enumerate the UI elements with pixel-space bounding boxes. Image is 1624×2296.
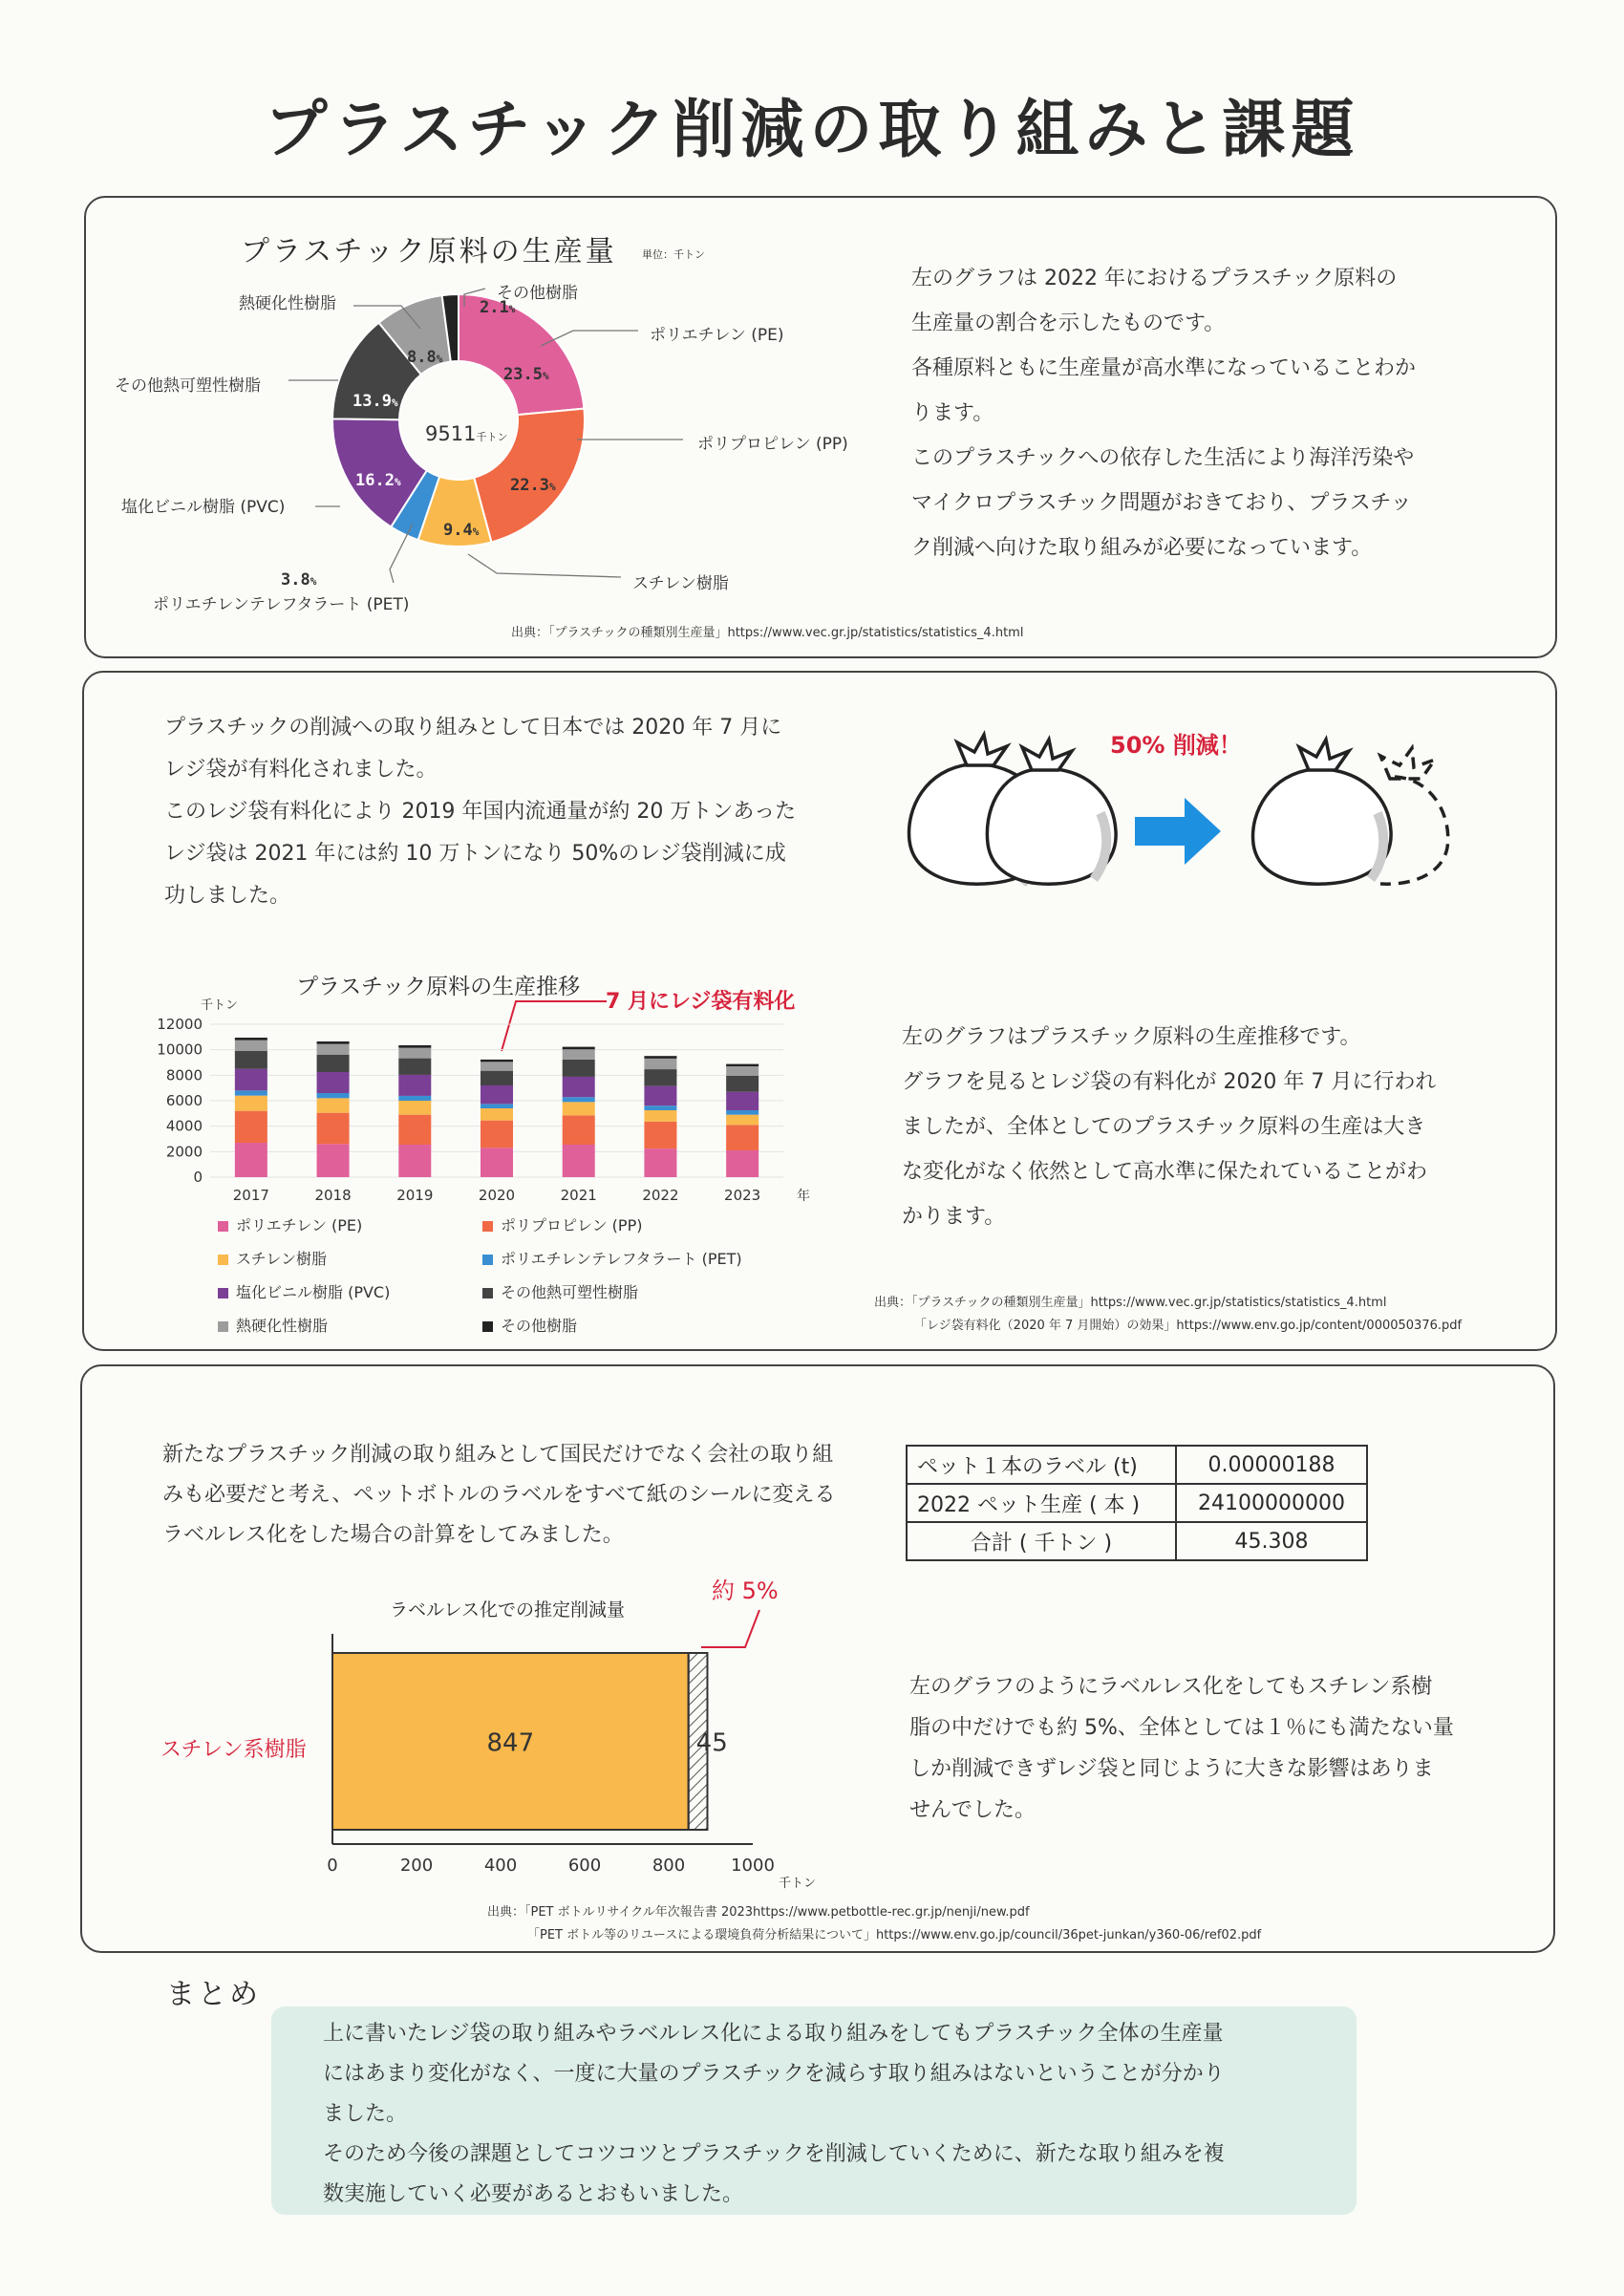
pct-sign-pvc: %: [394, 476, 401, 488]
intro-line: レジ袋は 2021 年には約 10 万トンになり 50%のレジ袋削減に成: [164, 842, 786, 866]
bar-segment-thermoset-2019: [398, 1048, 431, 1059]
x-tick-label: 2019: [396, 1187, 434, 1204]
legend-label-ps: スチレン樹脂: [236, 1250, 327, 1268]
bar-segment-other-2022: [644, 1056, 676, 1059]
intro-line: このレジ袋有料化により 2019 年国内流通量が約 20 万トンあった: [164, 800, 797, 824]
pct-value-pe: 23.5: [503, 365, 543, 384]
summary-line: にはあまり変化がなく、一度に大量のプラスチックを減らす取り組みはないということが分かり: [323, 2062, 1225, 2086]
bar-segment-pet-2017: [235, 1090, 267, 1095]
bar-segment-pvc-2021: [563, 1077, 595, 1097]
bar-segment-ps-2019: [398, 1101, 431, 1115]
legend-label-other-thermo: その他熱可塑性樹脂: [501, 1283, 639, 1301]
bar-segment-pe-2019: [398, 1145, 431, 1177]
y-tick-label: 4000: [165, 1117, 203, 1135]
intro-line: プラスチックの削減への取り組みとして日本では 2020 年 7 月に: [164, 716, 782, 740]
summary-box: [271, 2006, 1357, 2215]
bar-segment-thermoset-2020: [481, 1062, 513, 1070]
bar-segment-thermoset-2021: [563, 1049, 595, 1060]
x-tick-label: 2021: [560, 1187, 597, 1204]
bar-segment-pe-2020: [481, 1148, 513, 1177]
section2-source1: 出典：「プラスチックの種類別生産量」https://www.vec.gr.jp/statistics/statistics_4.html: [874, 1296, 1387, 1310]
bar-segment-other_thermo-2020: [481, 1071, 513, 1085]
pct-sign-other: %: [508, 303, 516, 315]
x-tick-label: 2018: [314, 1187, 352, 1204]
summary-line: 上に書いたレジ袋の取り組みやラベルレス化による取り組みをしてもプラスチック全体の生産量: [323, 2022, 1224, 2046]
section3-source1: 出典：「PET ボトルリサイクル年次報告書 2023https://www.petbottle-rec.gr.jp/nenji/new.pdf: [487, 1905, 1030, 1920]
section3-source2: 「PET ボトル等のリユースによる環境負荷分析結果について」https://www.env.go.jp/council/36pet-junkan/y360-06/ref02.pdf: [527, 1928, 1262, 1942]
pct-sign-thermoset: %: [436, 353, 443, 365]
labelless-bar-chart: [315, 1624, 793, 1892]
summary-line: ました。: [323, 2102, 408, 2126]
bar-segment-ps-2022: [644, 1110, 676, 1122]
bar-segment-pet-2020: [481, 1104, 513, 1108]
removed-bag-outline-icon: [1380, 748, 1448, 884]
bar-segment-pp-2017: [235, 1111, 267, 1143]
pie-center-number: 9511: [425, 422, 477, 445]
bar-segment-thermoset-2023: [726, 1066, 759, 1076]
bar-segment-pp-2019: [398, 1115, 431, 1145]
y-tick-label: 6000: [165, 1092, 203, 1109]
section3-intro: [162, 1435, 888, 1556]
label-pet: ポリエチレンテレフタラート (PET): [153, 595, 410, 614]
legend-item-ps: [218, 1247, 327, 1269]
bar-segment-ps-2017: [235, 1096, 267, 1111]
label-other-thermo: その他熱可塑性樹脂: [115, 376, 261, 396]
x-tick-label: 2020: [478, 1187, 516, 1204]
legend-label-pet: ポリエチレンテレフタラート (PET): [501, 1250, 742, 1268]
summary-heading: まとめ: [166, 1978, 261, 2011]
bar-segment-other-2023: [726, 1064, 759, 1066]
bar-segment-pet-2022: [644, 1105, 676, 1110]
desc-line: 左のグラフは 2022 年におけるプラスチック原料の: [911, 267, 1398, 290]
y-tick-label: 2000: [165, 1143, 203, 1161]
table-row: [907, 1522, 1367, 1560]
table-cell: 24100000000: [1176, 1484, 1367, 1522]
summary-line: そのため今後の課題としてコツコツとプラスチックを削減していくために、新たな取り組みを複: [323, 2142, 1225, 2166]
bar-segment-other_thermo-2018: [317, 1055, 350, 1072]
pct-label-pp: [510, 476, 556, 495]
bar-segment-pp-2022: [644, 1122, 676, 1148]
bar-segment-ps-2023: [726, 1115, 759, 1126]
pct-label-pet: [281, 570, 316, 590]
x-tick-label: 1000: [731, 1856, 775, 1876]
legend-swatch-other: [482, 1321, 493, 1332]
label-thermoset: 熱硬化性樹脂: [239, 294, 336, 313]
bar-segment-thermoset-2017: [235, 1041, 267, 1051]
table-cell: 0.00000188: [1176, 1446, 1367, 1484]
bar-segment-pe-2017: [235, 1143, 267, 1177]
pct-label-pvc: [355, 471, 401, 490]
x-tick-label: 400: [483, 1856, 518, 1876]
pie-chart-title: プラスチック原料の生産量: [241, 235, 617, 268]
pie-slice-pe: [459, 294, 584, 415]
legend-item-other-thermo: [482, 1280, 638, 1302]
bar-segment-other-2019: [398, 1045, 431, 1048]
section1-description: [911, 256, 1504, 570]
pct-sign-ps: %: [472, 526, 480, 538]
bar-segment-pe-2018: [317, 1144, 350, 1177]
desc-line: グラフを見るとレジ袋の有料化が 2020 年 7 月に行われ: [902, 1070, 1437, 1094]
section2-description: [902, 1015, 1504, 1239]
pct-value-thermoset: 8.8: [407, 348, 437, 367]
label-pe: ポリエチレン (PE): [650, 326, 784, 345]
pie-center-value: [425, 422, 507, 445]
legend-item-other: [482, 1314, 577, 1336]
pct-label-thermoset: [407, 348, 442, 367]
bar-chart-annotation: 7 月にレジ袋有料化: [606, 990, 796, 1014]
pct-value-other: 2.1: [480, 298, 509, 317]
pct-value-ps: 9.4: [443, 521, 473, 540]
label-pvc: 塩化ビニル樹脂 (PVC): [121, 498, 286, 517]
bag-icon: [1253, 740, 1392, 884]
y-tick-label: 10000: [157, 1041, 203, 1059]
legend-item-pe: [218, 1213, 362, 1235]
bar-segment-other_thermo-2019: [398, 1059, 431, 1075]
bar-segment-other_thermo-2023: [726, 1076, 759, 1092]
bar-segment-pvc-2023: [726, 1092, 759, 1110]
pie-unit: 単位：千トン: [642, 248, 705, 261]
table-row: [907, 1446, 1367, 1484]
bar-segment-thermoset-2022: [644, 1059, 676, 1069]
table-cell: 2022 ペット生産 ( 本 ): [907, 1484, 1176, 1522]
intro-line: レジ袋が有料化されました。: [164, 758, 438, 782]
pct-sign-other-thermo: %: [391, 397, 398, 409]
section3-description: [909, 1666, 1521, 1831]
legend-label-thermoset: 熱硬化性樹脂: [236, 1317, 329, 1335]
intro-line: 新たなプラスチック削減の取り組みとして国民だけでなく会社の取り組: [162, 1443, 834, 1467]
hbar-chart-title: ラベルレス化での推定削減量: [390, 1599, 625, 1620]
bar-segment-other-2017: [235, 1038, 267, 1041]
legend-label-pvc: 塩化ビニル樹脂 (PVC): [236, 1283, 391, 1301]
pct-value-other-thermo: 13.9: [353, 392, 392, 411]
table-cell: ペット１本のラベル (t): [907, 1446, 1176, 1484]
legend-swatch-ps: [218, 1255, 228, 1265]
pct-value-pet: 3.8: [281, 570, 310, 590]
x-tick-label: 600: [567, 1856, 602, 1876]
table-row: [907, 1484, 1367, 1522]
x-tick-label: 0: [327, 1856, 338, 1876]
desc-line: しか削減できずレジ袋と同じように大きな影響はありま: [909, 1757, 1434, 1781]
bar-segment-pet-2023: [726, 1110, 759, 1115]
bar-label-remaining: 847: [486, 1728, 535, 1758]
bar-segment-pvc-2018: [317, 1072, 350, 1093]
table-cell: 45.308: [1176, 1522, 1367, 1560]
legend-label-other: その他樹脂: [501, 1317, 578, 1335]
bar-segment-pe-2023: [726, 1150, 759, 1177]
pct-sign-pp: %: [548, 481, 556, 493]
desc-line: かります。: [902, 1205, 1006, 1229]
x-tick-label: 200: [399, 1856, 434, 1876]
legend-swatch-pvc: [218, 1288, 228, 1298]
legend-swatch-pe: [218, 1221, 228, 1232]
desc-line: ましたが、全体としてのプラスチック原料の生産は大き: [902, 1115, 1426, 1139]
pct-label-ps: [443, 521, 479, 540]
hbar-x-unit: 千トン: [779, 1877, 817, 1891]
desc-line: 左のグラフのようにラベルレス化をしてもスチレン系樹: [909, 1675, 1433, 1699]
x-tick-label: 800: [652, 1856, 686, 1876]
label-other: その他樹脂: [497, 284, 578, 303]
hbar-category-label: スチレン系樹脂: [160, 1738, 307, 1762]
bar-segment-pp-2023: [726, 1125, 759, 1150]
legend-item-pet: [482, 1247, 742, 1269]
label-ps: スチレン樹脂: [632, 574, 729, 593]
bar-segment-pp-2020: [481, 1121, 513, 1148]
desc-line: 脂の中だけでも約 5%、全体としては１％にも満たない量: [909, 1716, 1454, 1740]
page-title: プラスチック削減の取り組みと課題: [264, 93, 1360, 166]
desc-line: 各種原料ともに生産量が高水準になっていることわか: [911, 356, 1417, 380]
desc-line: 生産量の割合を示したものです。: [911, 311, 1226, 335]
bar-segment-pvc-2019: [398, 1075, 431, 1096]
legend-swatch-pp: [482, 1221, 493, 1232]
section1-source: 出典：「プラスチックの種類別生産量」https://www.vec.gr.jp/statistics/statistics_4.html: [511, 626, 1024, 640]
pct-label-other-thermo: [353, 392, 398, 411]
desc-line: せんでした。: [909, 1798, 1036, 1822]
x-tick-label: 2023: [724, 1187, 761, 1204]
desc-line: な変化がなく依然として高水準に保たれていることがわ: [902, 1160, 1428, 1184]
pct-label-pe: [503, 365, 549, 384]
arrow-right-icon: [1135, 798, 1221, 865]
bar-chart-title: プラスチック原料の生産推移: [296, 975, 581, 999]
bar-segment-other_thermo-2022: [644, 1069, 676, 1086]
pct-value-pp: 22.3: [510, 476, 549, 495]
desc-line: このプラスチックへの依存した生活により海洋汚染や: [911, 446, 1415, 470]
bar-segment-pe-2021: [563, 1145, 595, 1177]
legend-item-pvc: [218, 1280, 390, 1302]
calculation-table: [906, 1445, 1368, 1561]
table-cell: 合計 ( 千トン ): [907, 1522, 1176, 1560]
bar-y-unit: 千トン: [201, 998, 239, 1013]
bag-icon: [987, 740, 1116, 884]
legend-swatch-thermoset: [218, 1321, 228, 1332]
bar-segment-thermoset-2018: [317, 1044, 350, 1055]
bar-segment-pvc-2017: [235, 1069, 267, 1091]
x-tick-label: 2017: [232, 1187, 269, 1204]
y-tick-label: 0: [193, 1169, 203, 1186]
legend-label-pe: ポリエチレン (PE): [236, 1216, 363, 1234]
reduction-label: 50% 削減！: [1110, 732, 1242, 759]
legend-item-pp: [482, 1213, 642, 1235]
x-tick-label: 2022: [642, 1187, 679, 1204]
bar-segment-pvc-2020: [481, 1085, 513, 1104]
pct-sign-pet: %: [310, 575, 317, 588]
bar-segment-ps-2020: [481, 1108, 513, 1121]
bar-segment-other-2018: [317, 1041, 350, 1044]
bar-segment-pet-2019: [398, 1096, 431, 1101]
desc-line: 左のグラフはプラスチック原料の生産推移です。: [902, 1025, 1361, 1049]
bar-segment-ps-2018: [317, 1098, 350, 1112]
pie-chart: [325, 287, 592, 554]
bar-segment-pet-2021: [563, 1097, 595, 1102]
bar-segment-ps-2021: [563, 1102, 595, 1115]
bar-segment-pet-2018: [317, 1093, 350, 1098]
pct-sign-pe: %: [542, 370, 549, 382]
desc-line: ります。: [911, 401, 994, 425]
bar-segment-other-2020: [481, 1060, 513, 1062]
y-tick-label: 8000: [165, 1066, 203, 1084]
bar-segment-pe-2022: [644, 1148, 676, 1177]
label-pp: ポリプロピレン (PP): [697, 435, 848, 454]
bar-segment-pp-2021: [563, 1115, 595, 1145]
pie-center-unit: 千トン: [476, 431, 508, 443]
bar-label-reduction: 45: [695, 1728, 728, 1758]
bar-segment-pvc-2022: [644, 1086, 676, 1106]
hbar-annotation: 約 5%: [712, 1577, 779, 1604]
stacked-bar-chart: [153, 1013, 810, 1213]
x-unit-label: 年: [797, 1189, 810, 1204]
y-tick-label: 12000: [157, 1016, 203, 1033]
intro-line: ラベルレス化をした場合の計算をしてみました。: [162, 1523, 624, 1547]
summary-line: 数実施していく必要があるとおもいました。: [323, 2182, 744, 2206]
section2-source2: 「レジ袋有料化（2020 年 7 月開始）の効果」https://www.env.go.jp/content/000050376.pdf: [914, 1319, 1463, 1333]
bar-segment-other_thermo-2021: [563, 1060, 595, 1077]
pct-value-pvc: 16.2: [355, 471, 395, 490]
legend-label-pp: ポリプロピレン (PP): [501, 1216, 643, 1234]
section2-intro: [164, 707, 871, 917]
bar-segment-other-2021: [563, 1047, 595, 1050]
intro-line: みも必要だと考え、ペットボトルのラベルをすべて紙のシールに変える: [162, 1483, 836, 1507]
legend-swatch-other-thermo: [482, 1288, 493, 1298]
desc-line: マイクロプラスチック問題がおきており、プラスチッ: [911, 491, 1412, 515]
bar-segment-pp-2018: [317, 1113, 350, 1145]
intro-line: 功しました。: [164, 884, 291, 908]
desc-line: ク削減へ向けた取り組みが必要になっています。: [911, 536, 1373, 560]
legend-item-thermoset: [218, 1314, 328, 1336]
legend-swatch-pet: [482, 1255, 493, 1265]
bar-segment-other_thermo-2017: [235, 1051, 267, 1069]
